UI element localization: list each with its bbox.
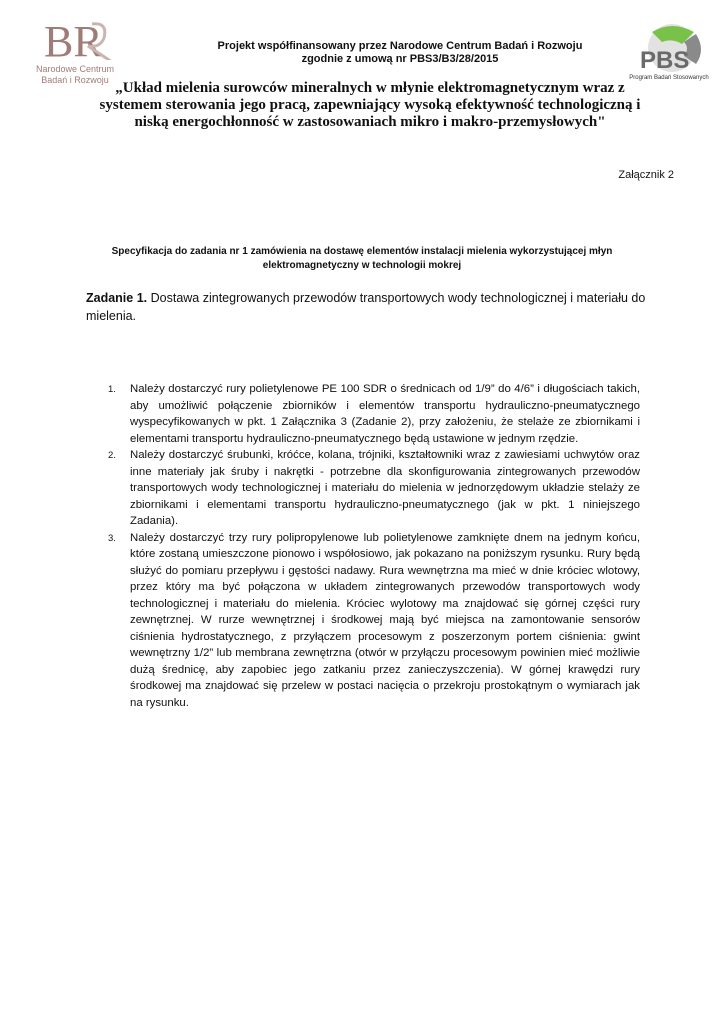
pbs-emblem-icon <box>622 22 716 74</box>
list-item-text: Należy dostarczyć śrubunki, króćce, kolana, trójniki, kształtowniki wraz z zawiesiami uchwytów oraz inne materiały jak śruby i nakrętki - potrzebne dla skonfigurowania zintegrowanych przewodów transportowych wody technologicznej i materiału do mielenia w jednorzędowym układzie stelaży ze zbiornikami i elementami transportu hydrauliczno-pneumatycznego (jak w pkt. 1 niniejszego Zadania). <box>130 449 640 527</box>
attachment-label: Załącznik 2 <box>618 169 674 181</box>
list-item-number: 2. <box>108 450 116 461</box>
funding-note <box>180 40 620 66</box>
ncbr-logo <box>20 18 130 88</box>
list-item-number: 3. <box>108 532 116 544</box>
ncbr-logo-line2: Badań i Rozwoju <box>41 75 109 85</box>
funding-line1: Projekt współfinansowany przez Narodowe Centrum Badań i Rozwoju <box>217 40 583 52</box>
pbs-logo <box>622 22 716 84</box>
task-heading <box>86 289 646 325</box>
pbs-logo-caption: Program Badań Stosowanych <box>629 75 709 81</box>
svg-text:BR: BR <box>44 18 103 60</box>
requirements-list <box>100 381 640 711</box>
project-title: „Układ mielenia surowców mineralnych w młynie elektromagnetycznym wraz z systemem sterowania jego pracą, zapewniający wysoką efektywność technologiczną i niską energochłonność w zastosowaniach mikro i makro-przemysłowych" <box>99 80 641 130</box>
list-item-text: Należy dostarczyć rury polietylenowe PE 100 SDR o średnicach od 1/9” do 4/6” i długościach takich, aby umożliwić połączenie zbiorników i elementów transportu hydrauliczno-pneumatycznego wyspecyfikowanych w pkt. 1 Załącznika 3 (Zadanie 2), przy założeniu, że stelaże ze zbiornikami i elementami transportu hydrauliczno-pneumatycznego będą ustawione w jednym rzędzie. <box>130 383 640 445</box>
list-item <box>100 447 640 530</box>
funding-line2: zgodnie z umową nr PBS3/B3/28/2015 <box>301 53 499 65</box>
svg-text:PBS: PBS <box>640 47 690 74</box>
list-item-number: 1. <box>108 384 116 395</box>
ncbr-logo-line1: Narodowe Centrum <box>35 64 115 74</box>
ncbr-monogram-icon <box>38 18 118 60</box>
specification-heading: Specyfikacja do zadania nr 1 zamówienia na dostawę elementów instalacji mielenia wykorzystującej młyn elektromagnetyczny w technologii mokrej <box>111 246 613 271</box>
task-label: Zadanie 1. <box>86 291 148 305</box>
list-item-text: Należy dostarczyć trzy rury polipropylenowe lub polietylenowe zamknięte dnem na jednym końcu, które zostaną umieszczone pionowo i współosiowo, jak pokazano na poniższym rysunku. Rury będą służyć do pomiaru przepływu i gęstości nadawy. Rura wewnętrzna ma mieć w dnie króciec wlotowy, przez który ma być połączona w układem zintegrowanych przewodów transportowych wody technologicznej i materiału do mielenia. Króciec wylotowy ma znajdować się górnej części rury zewnętrznej. W rurze wewnętrznej i środkowej mają być miejsca na zamontowanie sensorów ciśnienia hydrostatycznego, z przyłączem procesowym z poszerzonym portem ciśnienia: gwint wewnętrzny 1/2” lub membrana zewnętrzna (otwór w przyłączu procesowym powinien mieć możliwie dużą średnicę, aby zapobiec jego zatkaniu przez zanieczyszczenia). W górnej krawędzi rury środkowej ma znajdować się przelew w postaci nacięcia o przekroju prostokątnym o wymiarach jak na rysunku. <box>130 531 640 709</box>
list-item <box>100 381 640 447</box>
list-item <box>100 530 640 712</box>
task-text: Dostawa zintegrowanych przewodów transportowych wody technologicznej i materiału do mielenia. <box>86 291 646 323</box>
